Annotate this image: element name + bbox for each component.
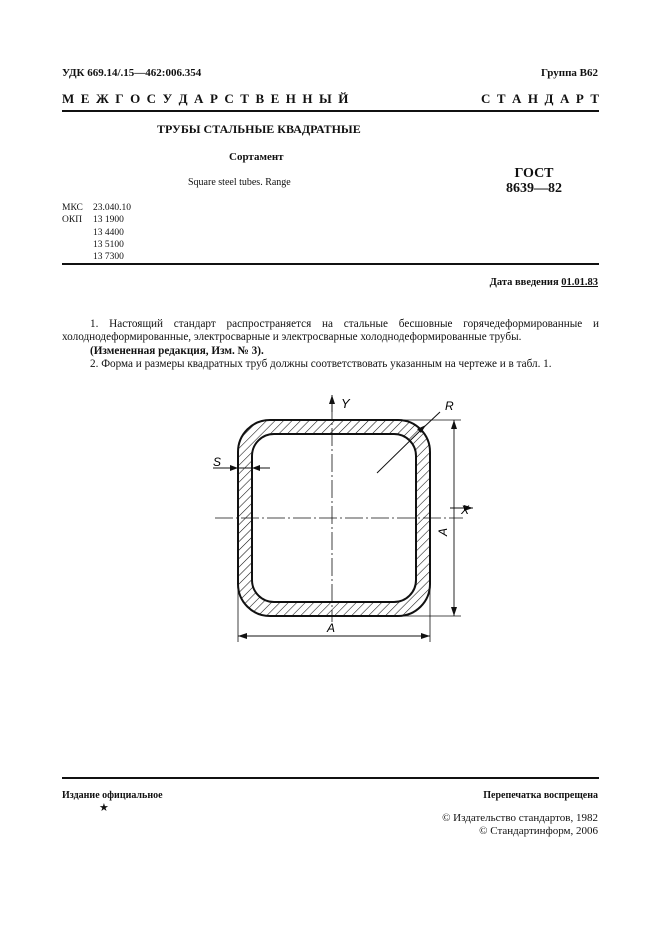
header-rule [62, 110, 599, 112]
date-value: 01.01.83 [561, 277, 598, 288]
english-title: Square steel tubes. Range [188, 177, 291, 188]
document-title: ТРУБЫ СТАЛЬНЫЕ КВАДРАТНЫЕ [157, 122, 361, 136]
date-label: Дата введения [489, 277, 559, 288]
udk-code: УДК 669.14/.15—462:006.354 [62, 67, 202, 79]
height-arrowhead-top [451, 420, 457, 429]
title-block-rule [62, 263, 599, 265]
width-arrowhead-right [421, 633, 430, 639]
label-a-right: A [436, 527, 450, 536]
copyright-2006: © Стандартинформ, 2006 [479, 825, 598, 837]
s-arrowhead-right [252, 465, 260, 471]
label-r: R [445, 399, 454, 413]
official-edition-label: Издание официальное [62, 790, 163, 801]
okp-label: ОКП [62, 215, 83, 226]
star-mark: ★ [99, 802, 109, 814]
s-arrowhead-left [230, 465, 238, 471]
y-arrowhead [329, 395, 335, 404]
width-arrowhead-left [238, 633, 247, 639]
group-code: Группа В62 [540, 67, 598, 79]
mks-label: МКС [62, 203, 83, 213]
label-y: Y [341, 396, 350, 411]
gost-code: 8639—82 [506, 181, 562, 196]
label-s: S [213, 455, 222, 469]
copyright-1982: © Издательство стандартов, 1982 [442, 812, 598, 824]
banner-word-interstate: М Е Ж Г О С У Д А Р С Т В Е Н Н Ы Й [62, 91, 349, 106]
footer-rule [62, 777, 599, 779]
tube-cross-section-drawing [195, 390, 485, 650]
gost-number [506, 166, 562, 196]
okp-value: 13 7300 [93, 252, 124, 263]
okp-value: 13 5100 [93, 239, 124, 250]
standard-banner [62, 91, 599, 107]
reprint-prohibited-label: Перепечатка воспрещена [483, 790, 598, 801]
mks-value: 23.040.10 [93, 203, 131, 213]
paragraph-1: 1. Настоящий стандарт распространяется на стальные бесшовные горячедеформированные и холоднодеформированные, электросварные и электросварные холоднодеформированные трубы. [62, 318, 599, 344]
okp-value: 13 1900 [93, 215, 124, 226]
label-x: X [461, 503, 470, 517]
paragraph-2: 2. Форма и размеры квадратных труб должны соответствовать указанным на чертеже и в табл. 1. [90, 358, 552, 370]
okp-value: 13 4400 [93, 227, 124, 238]
amendment-note: (Измененная редакция, Изм. № 3). [90, 345, 264, 357]
introduction-date [490, 277, 598, 288]
label-a-bottom: A [327, 621, 336, 635]
banner-word-standard: С Т А Н Д А Р Т [480, 91, 599, 106]
gost-label: ГОСТ [514, 166, 554, 181]
document-subtitle: Сортамент [229, 151, 284, 163]
height-arrowhead-bottom [451, 607, 457, 616]
classification-codes [62, 202, 131, 263]
